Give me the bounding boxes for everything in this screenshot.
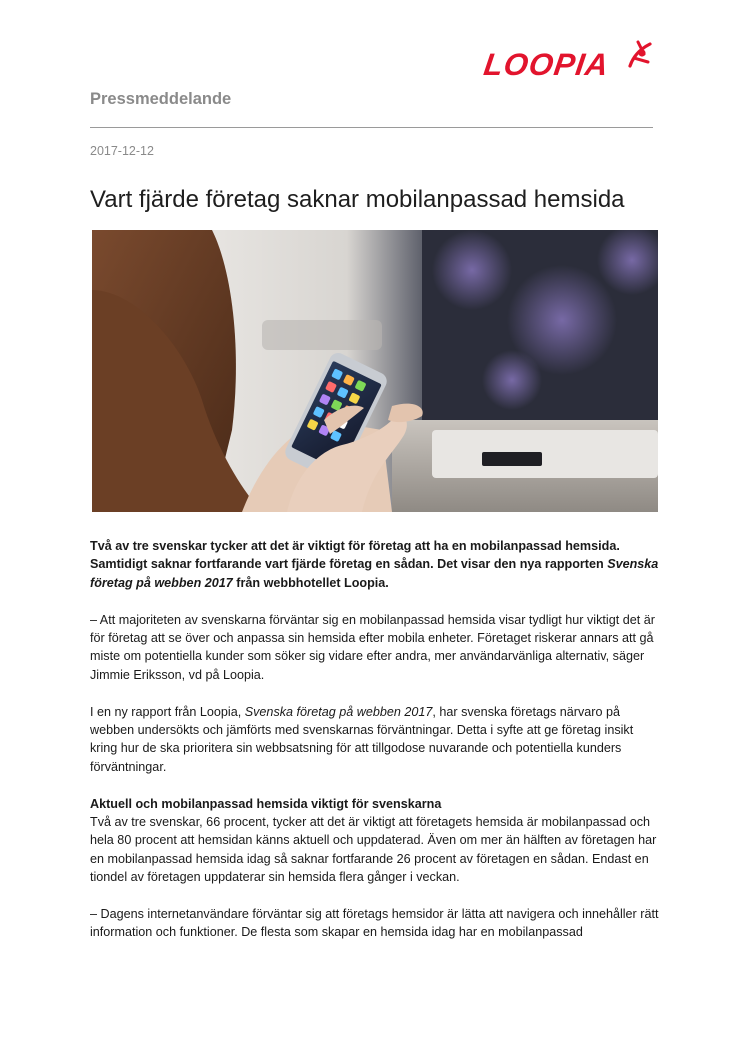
article-title: Vart fjärde företag saknar mobilanpassad hemsida (90, 186, 625, 213)
lead-paragraph (90, 537, 662, 592)
publish-date: 2017-12-12 (90, 144, 154, 158)
loopia-logo (481, 36, 660, 86)
hero-photo (92, 230, 658, 512)
report-paragraph (90, 703, 662, 777)
logo-wordmark: LOOPIA (481, 47, 612, 82)
section-subheading: Aktuell och mobilanpassad hemsida viktigt för svenskarna (90, 796, 442, 811)
quote-paragraph-1: – Att majoriteten av svenskarna förväntar sig en mobilanpassad hemsida visar tydligt hur viktigt det är för företag att se över och anpassa sin hemsida efter mobila enheter. Företaget riskerar annars att gå miste om potentiella kunder som söker sig vidare efter andra, mer användarvänliga alternativ, säger Jimmie Eriksson, vd på Loopia. (90, 612, 655, 682)
logo-swirl-icon (620, 36, 654, 70)
smartphone-photo-illustration (92, 230, 658, 512)
document-type-label: Pressmeddelande (90, 90, 232, 108)
report-title-italic: Svenska företag på webben 2017 (244, 704, 433, 719)
lead-text-part-1: Två av tre svenskar tycker att det är viktigt för företag att ha en mobilanpassad hemsida. Samtidigt saknar fortfarande vart fjärde företag en sådan. Det visar den nya rapporten (90, 539, 620, 572)
statistics-paragraph: Två av tre svenskar, 66 procent, tycker att det är viktigt att företagets hemsida är mobilanpassad och hela 80 procent att hemsidan känns aktuell och uppdaterad. Även om mer än hälften av företagen har en mobilanpassad hemsida idag så saknar fortfarande 26 procent av företagen en sådan. Endast en tiondel av företagen uppdaterar sin hemsida flera gånger i veckan. (90, 815, 657, 885)
lead-report-title: Svenska företag på webben 2017 (90, 557, 659, 590)
lead-text-part-2: från webbhotellet Loopia. (232, 575, 389, 590)
report-text-part-2: , har svenska företags närvaro på webben undersökts och jämförts med svenskarnas förväntningar. Detta i syfte att ge företag insikt kring hur de ska prioritera sin webbsatsning för att tillgodose nuvarande och potentiella kunders förväntningar. (90, 704, 634, 774)
report-text-part-1: I en ny rapport från Loopia, (90, 704, 245, 719)
header-divider (90, 127, 653, 128)
article-body (90, 537, 662, 960)
quote-paragraph-2: – Dagens internetanvändare förväntar sig att företags hemsidor är lätta att navigera och innehåller rätt information och funktioner. De flesta som skapar en hemsida idag har en mobilanpassad (90, 907, 659, 940)
